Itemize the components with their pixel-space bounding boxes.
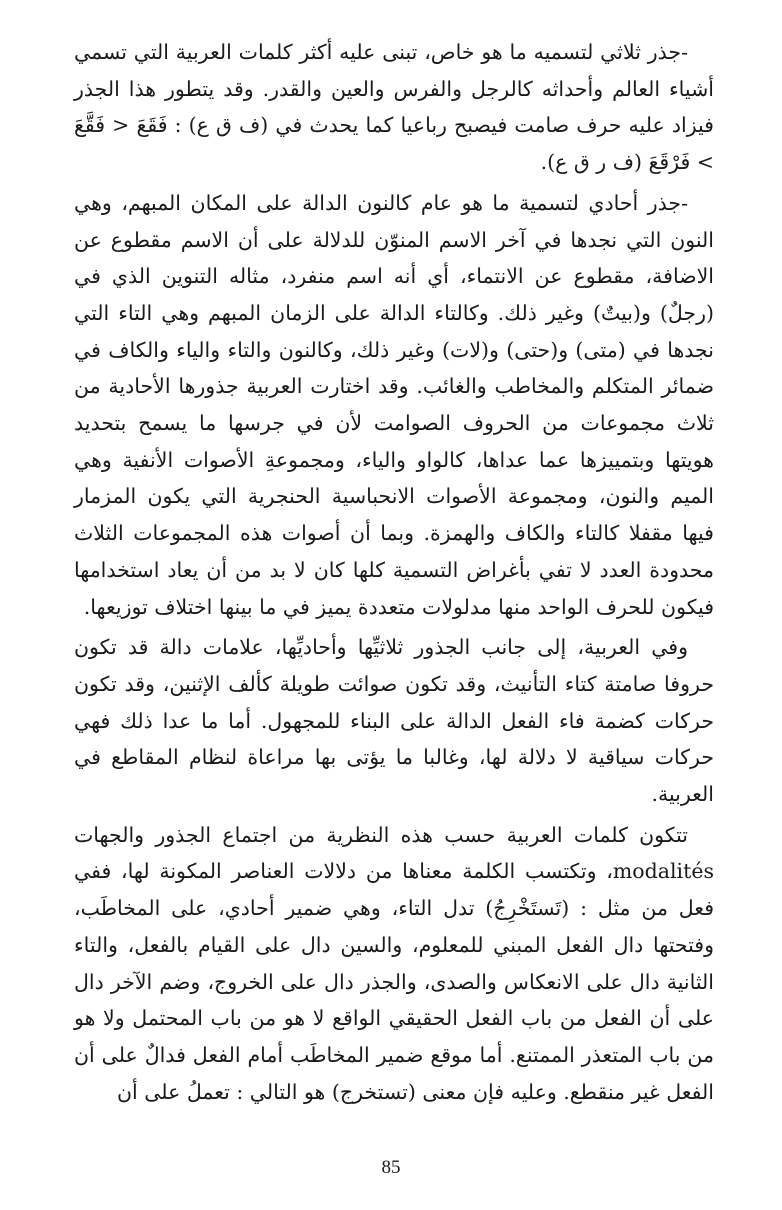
page-number: 85 xyxy=(381,1157,401,1178)
paragraph-monoliteral-root: -جذر أحادي لتسمية ما هو عام كالنون الدالة على المكان المبهم، وهي النون التي نجدها في آخر الاسم المنوّن للدلالة على أن الاسم مقطوع عن الاضافة، مقطوع عن الانتماء، أي أنه اسم منفرد، مثاله التنوين الذي في (رجلٌ) و(بيتٌ) وغير ذلك. وكالتاء الدالة على الزمان المبهم وهي التاء التي نجدها في (متى) و(حتى) و(لات) وغير ذلك، وكالنون والتاء والياء والكاف في ضمائر المتكلم والمخاطب والغائب. وقد اختارت العربية جذورها الأحادية من ثلاث مجموعات من الحروف الصوامت لأن في جرسها ما يسمح بتحديد هويتها وبتمييزها عما عداها، كالواو والياء، ومجموعةِ الأصوات الأنفية وهي الميم والنون، ومجموعة الأصوات الانحباسية الحنجرية التي يكون المزمار فيها مقفلا كالتاء والكاف والهمزة. وبما أن أصوات هذه المجموعات الثلاث محدودة العدد لا تفي بأغراض التسمية كلها كان لا بد من أن يعاد استخدامها فيكون للحرف الواحد منها مدلولات متعددة يميز في ما بينها اختلاف توزيعها. xyxy=(74,190,714,619)
body-text xyxy=(74,34,714,1114)
paragraph-markers: وفي العربية، إلى جانب الجذور ثلاثيِّها وأحاديِّها، علامات دالة قد تكون حروفا صامتة كتاء التأنيث، وقد تكون صوائت طويلة كألف الإثنين، وقد تكون حركات كضمة فاء الفعل الدالة على البناء للمجهول. أما ما عدا ذلك فهي حركات سياقية لا دلالة لها، وغالبا ما يؤتى بها مراعاة لنظام المقاطع في العربية. xyxy=(74,635,714,807)
paragraph-word-formation: تتكون كلمات العربية حسب هذه النظرية من اجتماع الجذور والجهات modalités، وتكتسب الكلمة معناها من دلالات العناصر المكونة لها، ففي فعل من مثل : (تَستَخْرِجُ) تدل التاء، وهي ضمير أحادي، على المخاطَب، وفتحتها دال الفعل المبني للمعلوم، والسين دال على القيام بالفعل، والتاء الثانية دال على الانعكاس والصدى، والجذر دال على الخروج، وضم الآخر دال على أن الفعل من باب الفعل الحقيقي الواقع لا هو من باب المحتمل ولا هو من باب المتعذر الممتنع. أما موقع ضمير المخاطَب أمام الفعل فدالٌ على أن الفعل غير منقطع. وعليه فإن معنى (تستخرج) هو التالي : تعملُ على أن xyxy=(74,822,714,1104)
paragraph-triliteral-root: -جذر ثلاثي لتسميه ما هو خاص، تبنى عليه أكثر كلمات العربية التي تسمي أشياء العالم وأحداثه كالرجل والفرس والعين والقدر. وقد يتطور هذا الجذر فيزاد عليه حرف صامت فيصبح رباعيا كما يحدث في (ف ق ع) : فَقَعَ < فَقَّعَ > فَرْقَعَ (ف ر ق ع). xyxy=(74,40,714,175)
